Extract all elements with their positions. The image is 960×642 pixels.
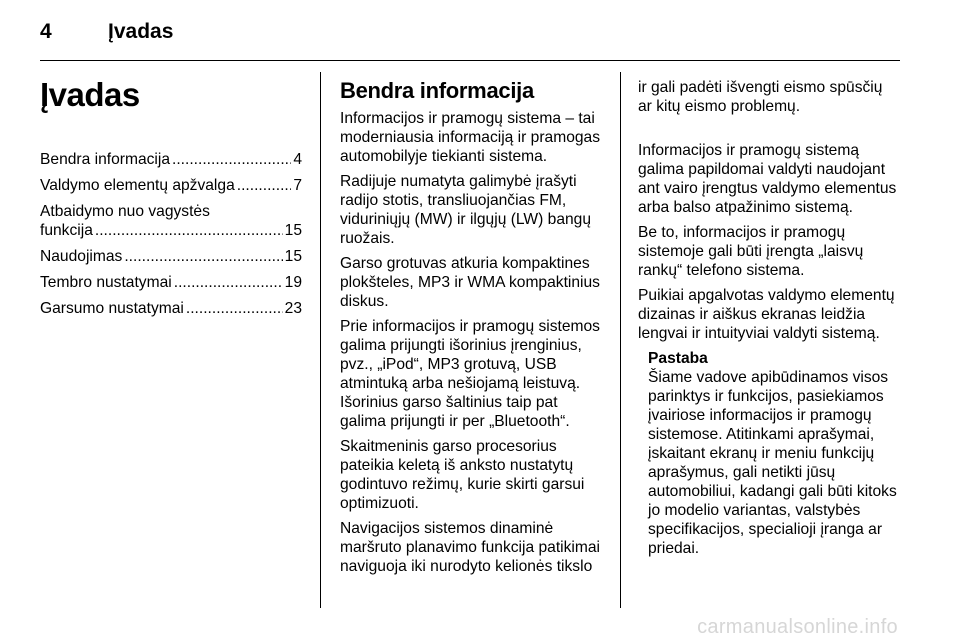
toc-entry-title: Garsumo nustatymai xyxy=(40,300,184,317)
toc-entry-title: Tembro nustatymai xyxy=(40,274,172,291)
toc-entry-title: Valdymo elementų apžvalga xyxy=(40,177,235,194)
toc-entry[interactable] xyxy=(40,299,302,318)
paragraph: Skaitmeninis garso procesorius pateikia keletą iš anksto nustatytų godintuvo režimų, kurie skirti garsui optimizuoti. xyxy=(340,438,585,512)
paragraph: Radijuje numatyta galimybė įrašyti radijo stotis, transliuojančias FM, viduriniųjų (MW) ir ilgųjų (LW) bangų ruožais. xyxy=(340,173,592,247)
toc-entry-page: 23 xyxy=(284,300,302,317)
toc-entry-page: 7 xyxy=(293,177,302,194)
toc-entry[interactable] xyxy=(40,176,302,195)
toc-entry[interactable] xyxy=(40,273,302,292)
paragraph: Puikiai apgalvotas valdymo elementų dizainas ir aiškus ekranas leidžia lengvai ir intuityviai valdyti sistemą. xyxy=(638,287,895,342)
column-divider xyxy=(320,72,321,608)
toc-leader-dots xyxy=(186,299,283,318)
paragraph: Informacijos ir pramogų sistema – tai moderniausia informaciją ir pramogas automobilyje tiekianti sistema. xyxy=(340,110,601,165)
section-heading: Bendra informacija xyxy=(340,78,534,103)
paragraph-text: Navigacijos sistemos dinaminė maršruto planavimo funkcija patikimai naviguoja iki nurodyto kelionės tikslo xyxy=(340,520,600,575)
toc-entry-title: Naudojimas xyxy=(40,248,123,265)
toc-leader-dots xyxy=(95,221,283,240)
toc-entry[interactable] xyxy=(40,247,302,266)
toc-leader-dots xyxy=(172,150,291,169)
toc-entry-title: Bendra informacija xyxy=(40,151,171,168)
paragraph-continuation xyxy=(638,78,900,135)
paragraph: Informacijos ir pramogų sistemą galima papildomai valdyti naudojant ant vairo įrengtus valdymo elementus arba balso atpažinimo sistemą. xyxy=(638,142,897,216)
toc-entry-title-line2: funkcija xyxy=(40,222,93,239)
toc-leader-dots xyxy=(174,273,283,292)
toc-entry-page: 15 xyxy=(284,222,302,239)
running-header-title: Įvadas xyxy=(108,20,174,43)
toc-leader-dots xyxy=(237,176,292,195)
paragraph: Be to, informacijos ir pramogų sistemoje gali būti įrengta „laisvų rankų“ telefono sistema. xyxy=(638,224,864,279)
header-rule xyxy=(40,60,900,61)
toc-column xyxy=(40,70,302,325)
paragraph: Garso grotuvas atkuria kompaktines plokšteles, MP3 ir WMA kompaktinius diskus. xyxy=(340,255,600,310)
watermark: carmanualsonline.info xyxy=(697,616,898,638)
note-heading: Pastaba xyxy=(648,350,708,367)
toc-entry-title-line1: Atbaidymo nuo vagystės xyxy=(40,203,210,220)
toc-entry[interactable] xyxy=(40,150,302,169)
note-box xyxy=(648,349,900,558)
toc-entry[interactable] xyxy=(40,202,302,240)
toc-entry-page: 15 xyxy=(284,248,302,265)
body-column-3 xyxy=(638,78,900,558)
paragraph: Prie informacijos ir pramogų sistemos galima prijungti išorinius įrenginius, pvz., „iPod“, MP3 grotuvą, USB atmintuką arba nešiojamą leistuvą. Išorinius garso šaltinius taip pat galima prijungti ir per „Bluetooth“. xyxy=(340,318,600,430)
column-divider xyxy=(620,72,621,608)
body-column-2 xyxy=(340,70,604,576)
chapter-title: Įvadas xyxy=(40,76,140,113)
toc-leader-dots xyxy=(124,247,282,266)
paragraph-text: ir gali padėti išvengti eismo spūsčių ar kitų eismo problemų. xyxy=(638,79,883,115)
page-number: 4 xyxy=(40,20,52,43)
paragraph xyxy=(340,519,604,576)
toc-entry-page: 19 xyxy=(284,274,302,291)
toc-entry-page: 4 xyxy=(293,151,302,168)
note-text: Šiame vadove apibūdinamos visos parinktys ir funkcijos, pasiekiamos įvairiose informacijos ir pramogų sistemose. Atitinkami aprašymai, įskaitant ekranų ir meniu funkcijų aprašymus, gali netikti jūsų automobiliui, kadangi gali būti kitoks jo modelio variantas, valstybės specifikacijos, specialioji įranga ar priedai. xyxy=(648,369,897,557)
